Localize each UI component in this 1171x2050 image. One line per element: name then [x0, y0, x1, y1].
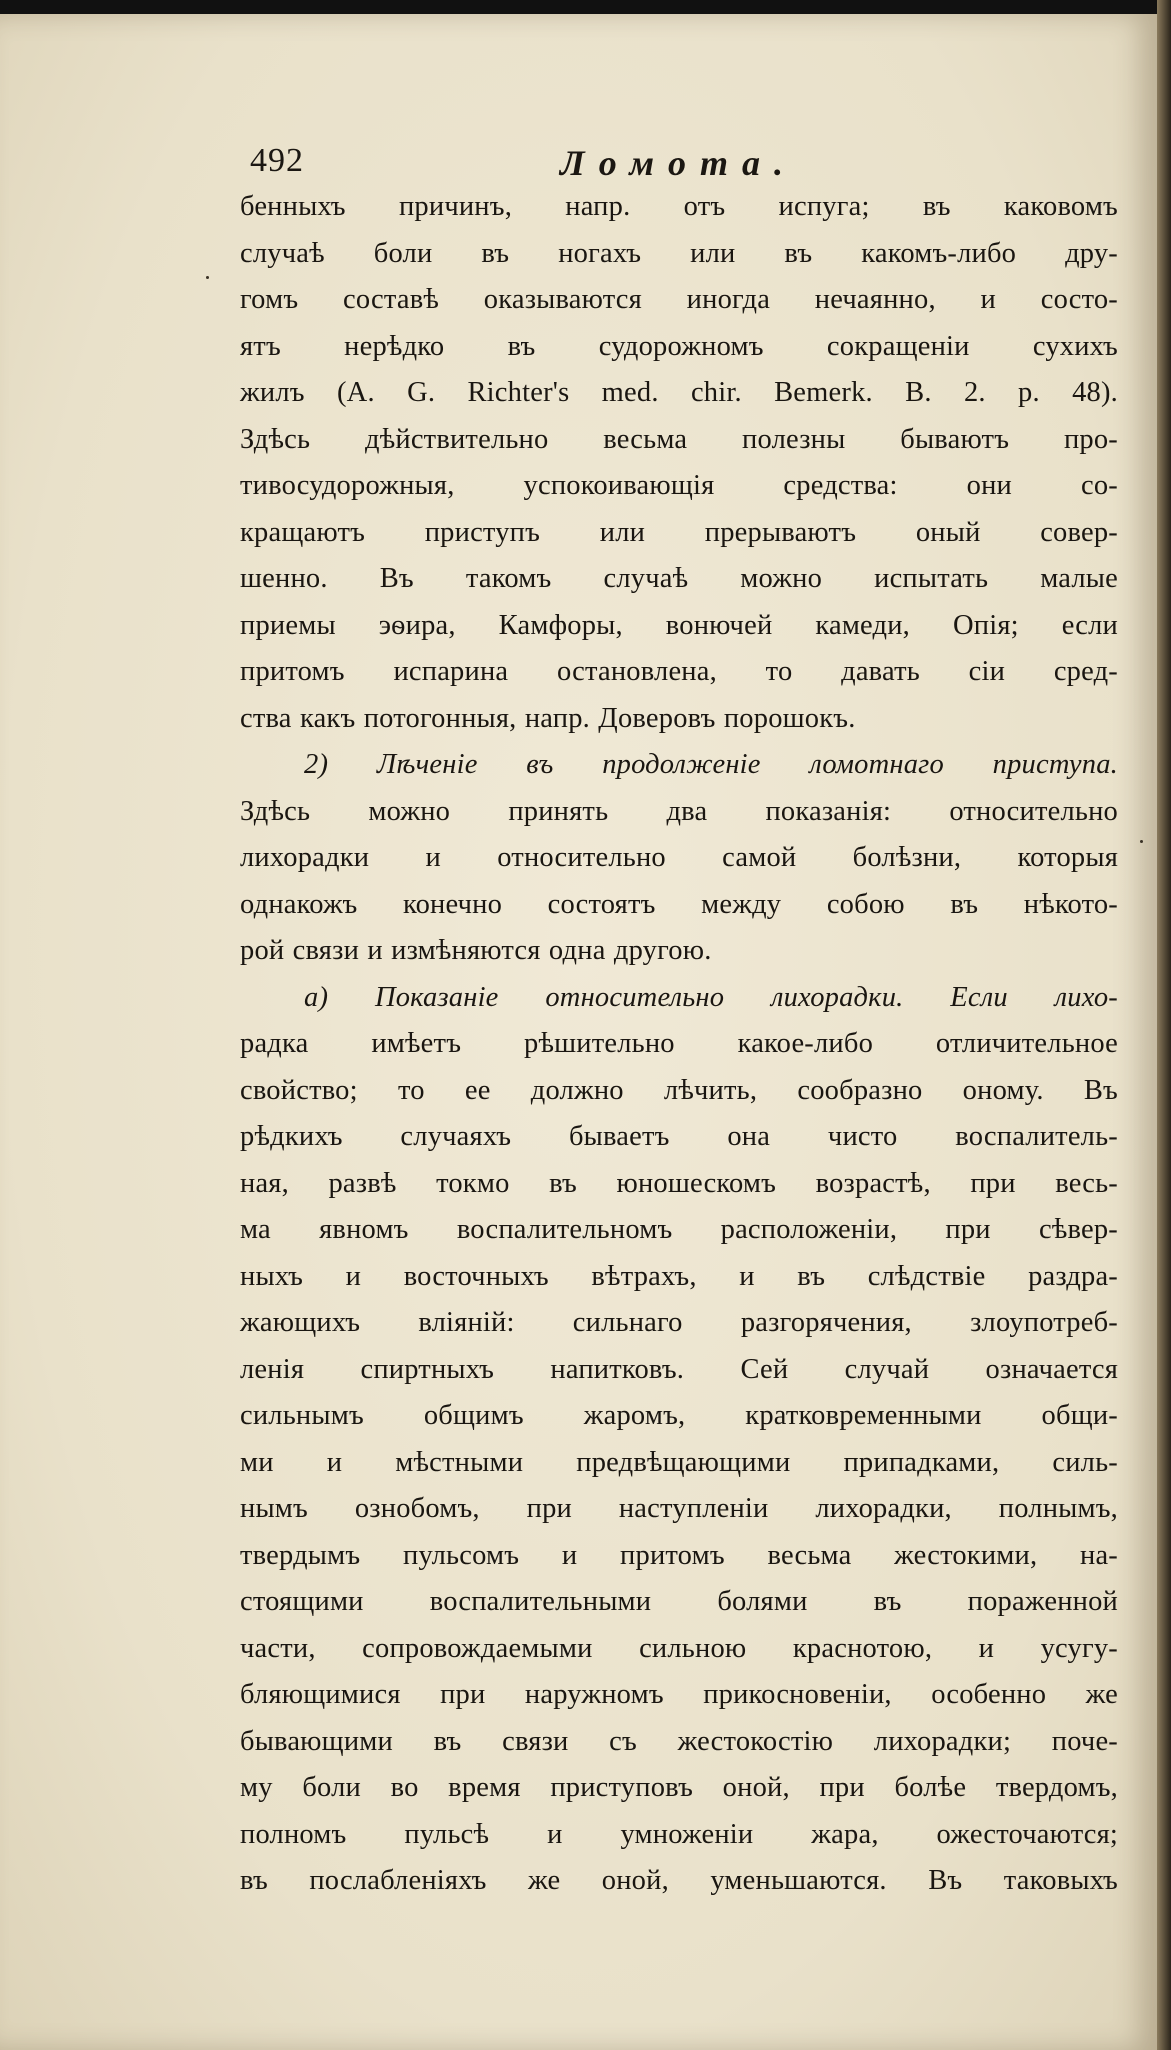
text-line: ятъ нерѣдко въ судорожномъ сокращеніи сухихъ	[240, 330, 1118, 362]
text-line: бывающими въ связи съ жестокостію лихорадки; поче-	[240, 1725, 1118, 1757]
text-line: бляющимися при наружномъ прикосновеніи, особенно же	[240, 1679, 1118, 1710]
paper-sheet	[0, 14, 1158, 2050]
text-line: части, сопровождаемыми сильною краснотою, и усугу-	[240, 1632, 1118, 1664]
text-line: нымъ ознобомъ, при наступленіи лихорадки, полнымъ,	[240, 1493, 1118, 1524]
text-line: Здѣсь дѣйствительно весьма полезны бываютъ про-	[240, 423, 1118, 455]
body-text	[240, 184, 1118, 1905]
text-line: сильнымъ общимъ жаромъ, кратковременными общи-	[240, 1400, 1118, 1431]
ink-speck	[206, 276, 209, 279]
text-line: однакожъ конечно состоятъ между собою въ нѣкото-	[240, 888, 1118, 920]
text-line: рѣдкихъ случаяхъ бываетъ она чисто воспалитель-	[240, 1121, 1118, 1152]
page-number: 492	[250, 142, 304, 179]
subsection-heading-line: a) Показаніе относительно лихорадки. Если лихо-	[304, 981, 1118, 1013]
section-heading-line: 2) Лѣченіе въ продолженіе ломотнаго приступа.	[304, 749, 1118, 780]
text-line: ная, развѣ токмо въ юношескомъ возрастѣ, при весь-	[240, 1167, 1118, 1199]
text-line: кращаютъ приступъ или прерываютъ оный совер-	[240, 516, 1118, 548]
text-line: гомъ составѣ оказываются иногда нечаянно, и состо-	[240, 284, 1118, 315]
text-line: случаѣ боли въ ногахъ или въ какомъ-либо дру-	[240, 237, 1118, 269]
text-line: Здѣсь можно принять два показанія: относительно	[240, 795, 1118, 827]
text-line: бенныхъ причинъ, напр. отъ испуга; въ каковомъ	[240, 191, 1118, 222]
text-line: жающихъ вліяній: сильнаго разгорячения, злоупотреб-	[240, 1307, 1118, 1338]
ink-speck	[1140, 840, 1143, 843]
text-line: ленія спиртныхъ напитковъ. Сей случай означается	[240, 1353, 1118, 1385]
text-line: ми и мѣстными предвѣщающими припадками, силь-	[240, 1446, 1118, 1478]
book-gutter	[1157, 0, 1171, 2050]
running-title: Ломота.	[560, 143, 797, 183]
text-line: стоящими воспалительными болями въ пораженной	[240, 1586, 1118, 1617]
text-line: му боли во время приступовъ оной, при болѣе твердомъ,	[240, 1772, 1118, 1803]
text-line: полномъ пульсѣ и умноженіи жара, ожесточаются;	[240, 1818, 1118, 1850]
text-line: тивосудорожныя, успокоивающія средства: они со-	[240, 470, 1118, 501]
text-line: притомъ испарина остановлена, то давать сіи сред-	[240, 656, 1118, 687]
text-line: лихорадки и относительно самой болѣзни, которыя	[240, 842, 1118, 873]
text-line: ныхъ и восточныхъ вѣтрахъ, и въ слѣдствіе раздра-	[240, 1260, 1118, 1292]
text-line: ма явномъ воспалительномъ расположеніи, при сѣвер-	[240, 1214, 1118, 1245]
text-line: рой связи и измѣняются одна другою.	[240, 935, 712, 966]
text-line: ства какъ потогонныя, напр. Доверовъ порошокъ.	[240, 702, 856, 734]
text-line: приемы эѳира, Камфоры, вонючей камеди, Опія; если	[240, 609, 1118, 641]
text-line: жилъ (A. G. Richter's med. chir. Bemerk. B. 2. p. 48).	[240, 377, 1118, 408]
text-line: твердымъ пульсомъ и притомъ весьма жестокими, на-	[240, 1539, 1118, 1571]
text-line: радка имѣетъ рѣшительно какое-либо отличительное	[240, 1028, 1118, 1059]
text-line: шенно. Въ такомъ случаѣ можно испытать малые	[240, 563, 1118, 594]
text-line: въ послабленіяхъ же оной, уменьшаются. Въ таковыхъ	[240, 1865, 1118, 1896]
text-line: свойство; то ее должно лѣчить, сообразно оному. Въ	[240, 1074, 1118, 1106]
